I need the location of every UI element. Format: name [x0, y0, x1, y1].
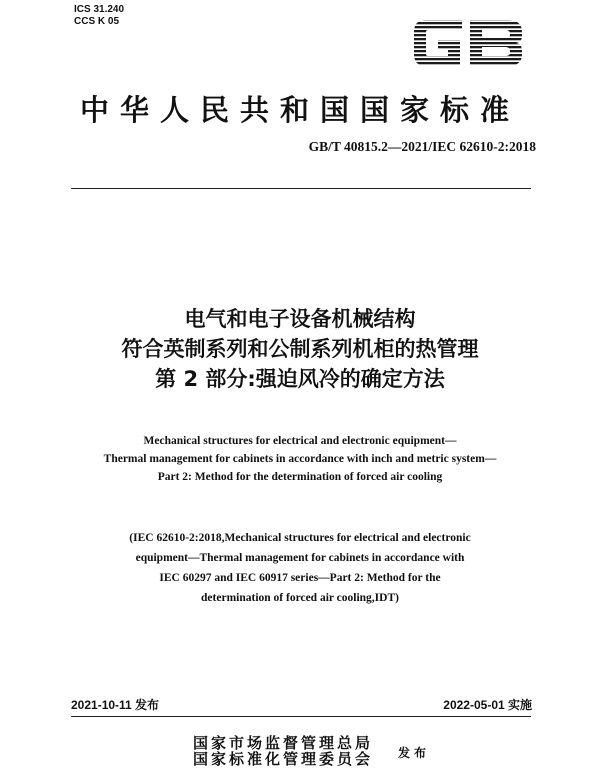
implement-date: 2022-05-01 实施 — [443, 698, 532, 712]
issuer-name: 国家市场监督管理总局 — [193, 734, 374, 752]
publish-date: 2021-10-11 发布 — [71, 698, 160, 712]
issuer-name: 国家标准化管理委员会 — [193, 750, 374, 768]
english-title-line: Mechanical structures for electrical and electronic equipment— — [143, 435, 457, 447]
iec-reference-line: IEC 60297 and IEC 60917 series—Part 2: Method for the — [159, 572, 441, 584]
english-title — [0, 432, 600, 486]
chinese-title-line: 第 2 部分:强迫风冷的确定方法 — [155, 367, 445, 391]
chinese-title — [0, 304, 600, 394]
chinese-title-line: 电气和电子设备机械结构 — [184, 307, 416, 331]
ics-code: ICS 31.240 — [74, 4, 125, 15]
issuing-authorities — [193, 735, 373, 767]
iec-reference — [0, 528, 600, 608]
gb-logo — [408, 14, 528, 72]
chinese-title-line: 符合英制系列和公制系列机柜的热管理 — [121, 337, 479, 361]
english-title-line: Part 2: Method for the determination of forced air cooling — [157, 471, 443, 483]
footer-divider — [71, 716, 531, 717]
standard-type-heading: 中华人民共和国国家标准 — [79, 93, 520, 127]
header-divider — [71, 188, 531, 189]
iec-reference-line: equipment—Thermal management for cabinets in accordance with — [135, 552, 465, 564]
english-title-line: Thermal management for cabinets in accordance with inch and metric system— — [103, 453, 497, 465]
ccs-code: CCS K 05 — [74, 16, 120, 27]
standard-number: GB/T 40815.2—2021/IEC 62610-2:2018 — [308, 139, 536, 154]
issue-label: 发布 — [398, 746, 431, 760]
iec-reference-line: (IEC 62610-2:2018,Mechanical structures for electrical and electronic — [129, 532, 471, 544]
classification-codes — [74, 4, 124, 28]
iec-reference-line: determination of forced air cooling,IDT) — [201, 592, 399, 604]
